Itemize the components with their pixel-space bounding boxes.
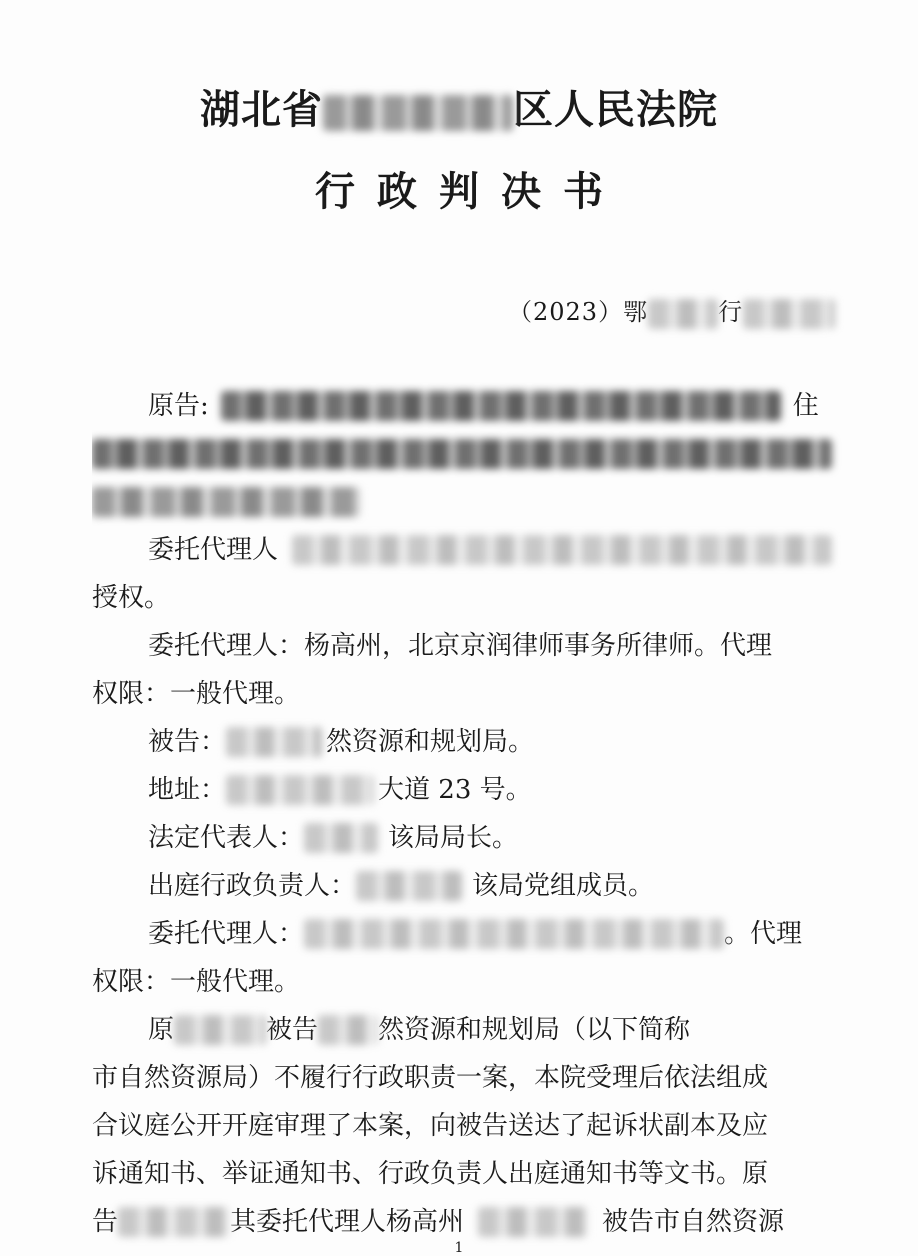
case-number-prefix: （2023）鄂: [508, 298, 649, 326]
agent3-line: [92, 910, 844, 958]
court-name-title: [0, 78, 918, 135]
narrative-l5-start: 告: [92, 1207, 119, 1237]
narrative-line-2: 市自然资源局）不履行行政职责一案，本院受理后依法组成: [92, 1063, 769, 1093]
narrative-l5-mid: 其委托代理人杨高州: [230, 1207, 465, 1237]
agent3-label: 委托代理人：: [148, 919, 305, 949]
case-number-mid: 行: [718, 298, 744, 326]
narrative-l1-start: 原: [148, 1015, 175, 1045]
redacted-narrative-name: [478, 1207, 588, 1237]
agent3-line2: 权限：一般代理。: [92, 967, 301, 997]
address-tail: 大道 23 号。: [378, 775, 532, 805]
redacted-admin-head: [356, 871, 462, 901]
agent1-line: [92, 526, 844, 574]
narrative-line-4: 诉通知书、举证通知书、行政负责人出庭通知书等文书。原: [92, 1159, 769, 1189]
court-name-suffix: 区人民法院: [513, 86, 718, 133]
plaintiff-address-line: [92, 430, 844, 478]
agent1-line2: 授权。: [92, 583, 171, 613]
defendant-line: [92, 718, 844, 766]
agent2-line1: 委托代理人：杨高州，北京京润律师事务所律师。代理: [148, 631, 773, 661]
narrative-l1-mid: 被告: [266, 1015, 319, 1045]
admin-head-line: [92, 862, 844, 910]
legal-rep-label: 法定代表人：: [148, 823, 305, 853]
redacted-defendant-region: [226, 727, 322, 757]
redacted-court-name: [323, 95, 513, 131]
redacted-plaintiff-info: [221, 391, 781, 421]
agent3-tail: 。代理: [724, 919, 803, 949]
redacted-legal-rep: [304, 823, 378, 853]
redacted-plaintiff-id: [92, 487, 360, 517]
redacted-agent3-info: [304, 919, 724, 949]
page-number: 1: [454, 1240, 464, 1256]
legal-rep-line: [92, 814, 844, 862]
redacted-case-serial: [743, 299, 835, 329]
plaintiff-line-end: 住: [792, 391, 819, 421]
party-section: [92, 382, 844, 1246]
address-line: [92, 766, 844, 814]
defendant-label: 被告：: [148, 727, 227, 757]
narrative-l1-end: 然资源和规划局（以下简称: [378, 1015, 691, 1045]
redacted-narrative-region: [318, 1015, 378, 1045]
redacted-narrative-plaintiff-2: [118, 1207, 230, 1237]
redacted-plaintiff-address: [92, 439, 832, 469]
defendant-name-tail: 然资源和规划局。: [326, 727, 535, 757]
legal-rep-tail: 该局局长。: [388, 823, 519, 853]
narrative-line-1: [92, 1006, 844, 1054]
narrative-line-5: [92, 1198, 844, 1246]
agent2-line2: 权限：一般代理。: [92, 679, 301, 709]
redacted-address: [226, 775, 374, 805]
address-label: 地址：: [148, 775, 227, 805]
redacted-narrative-plaintiff: [174, 1015, 266, 1045]
admin-head-tail: 该局党组成员。: [472, 871, 655, 901]
case-number: [508, 292, 835, 329]
narrative-line-3: 合议庭公开开庭审理了本案，向被告送达了起诉状副本及应: [92, 1111, 769, 1141]
redacted-agent1-info: [292, 535, 832, 565]
plaintiff-label: 原告:: [148, 391, 209, 421]
plaintiff-line: [92, 382, 844, 430]
court-name-prefix: 湖北省: [200, 86, 323, 133]
document-title: 行政判决书: [315, 168, 625, 215]
narrative-l5-end: 被告市自然资源: [602, 1207, 785, 1237]
agent1-label: 委托代理人: [148, 535, 279, 565]
plaintiff-id-line: [92, 478, 844, 526]
admin-head-label: 出庭行政负责人：: [148, 871, 357, 901]
redacted-case-code: [648, 299, 718, 329]
